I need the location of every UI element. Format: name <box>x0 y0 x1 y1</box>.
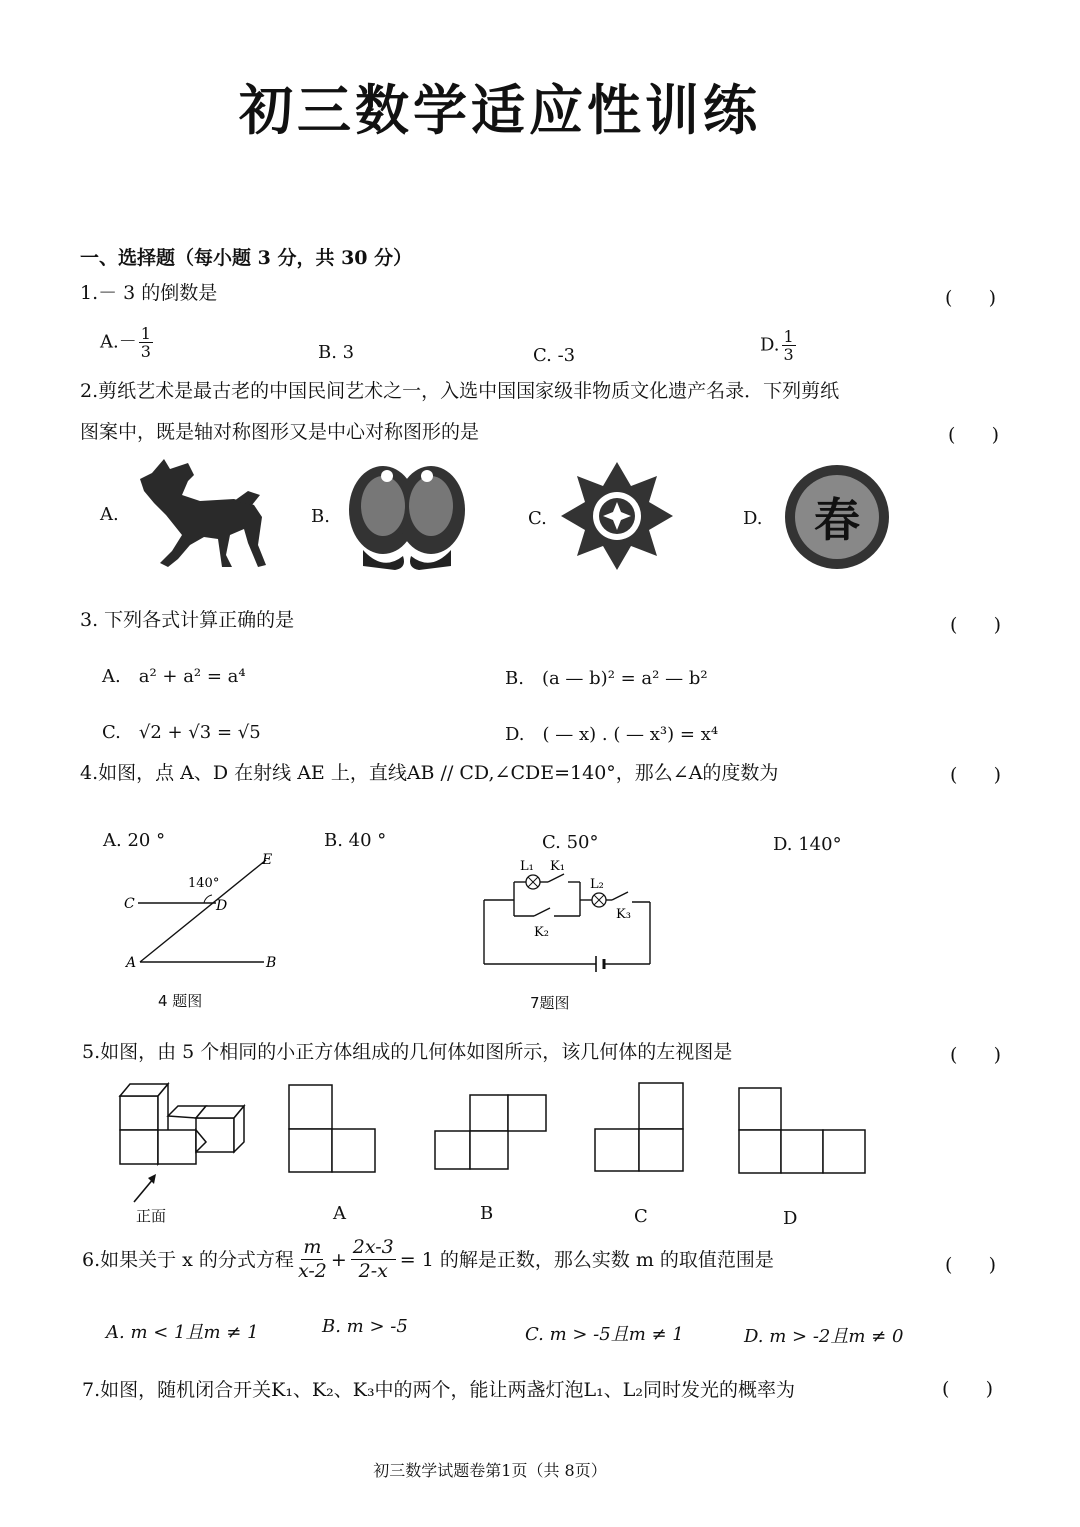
q1-option-d <box>760 328 798 363</box>
cube-solid-figure <box>114 1080 254 1210</box>
q6-frac1-num: m <box>303 1236 322 1258</box>
q2-option-c: C. <box>528 508 547 529</box>
q4-option-d: D. 140° <box>773 834 842 855</box>
q3-answer-paren: ( ) <box>950 614 1002 636</box>
q5-option-b: B <box>480 1203 494 1224</box>
q1-a-label: A.－ <box>100 331 137 353</box>
q5-option-c: C <box>634 1206 648 1227</box>
q3-stem: 3. 下列各式计算正确的是 <box>80 609 295 631</box>
q7-circuit-figure <box>478 852 658 972</box>
q5-view-c <box>592 1080 688 1176</box>
q6-frac2-den: 2-x <box>358 1260 388 1282</box>
fig4-point-d: D <box>216 898 228 914</box>
q4-option-c: C. 50° <box>542 832 599 853</box>
q6-option-b: B. m > -5 <box>322 1316 408 1337</box>
q1-option-a <box>100 325 155 360</box>
fig7-k3-label: K₃ <box>616 907 631 922</box>
fig4-angle-label: 140° <box>188 876 220 891</box>
q1-answer-paren: ( ) <box>945 287 997 309</box>
q6-frac1-den: x-2 <box>297 1260 327 1282</box>
q5-view-d <box>736 1085 870 1177</box>
fig7-l2-label: L₂ <box>590 877 604 892</box>
q1-a-den: 3 <box>140 342 151 361</box>
q4-option-b: B. 40 ° <box>324 830 387 851</box>
q2-option-d: D. <box>743 508 763 529</box>
q2-line2: 图案中，既是轴对称图形又是中心对称图形的是 <box>80 421 480 443</box>
q1-d-label: D. <box>760 334 780 356</box>
horse-papercut-image <box>130 455 270 573</box>
q6-frac2-num: 2x-3 <box>352 1236 394 1258</box>
q4-figure <box>118 852 288 977</box>
fig4-point-e: E <box>262 852 273 868</box>
q5-option-a: A <box>333 1203 346 1224</box>
page-footer: 初三数学试题卷第1页（共 8页） <box>373 1461 607 1480</box>
q3-option-a: A. a² + a² = a⁴ <box>102 666 246 687</box>
q5-view-a <box>286 1082 380 1176</box>
q6-pre: 6.如果关于 x 的分式方程 <box>82 1248 294 1271</box>
q6-answer-paren: ( ) <box>945 1254 997 1276</box>
fig7-l1-label: L₁ <box>520 859 534 874</box>
q1-a-num: 1 <box>140 324 151 343</box>
q7-answer-paren: ( ) <box>942 1378 994 1400</box>
fig4-point-b: B <box>266 955 277 971</box>
q1-d-den: 3 <box>783 345 794 364</box>
q3-option-d: D. ( — x) . ( — x³) = x⁴ <box>505 724 719 745</box>
q1-stem: 1.－ 3 的倒数是 <box>80 282 218 304</box>
q6-post: = 1 的解是正数，那么实数 m 的取值范围是 <box>399 1248 774 1271</box>
page-title: 初三数学适应性训练 <box>239 79 761 142</box>
q4-option-a: A. 20 ° <box>103 830 166 851</box>
q5-view-b <box>432 1092 552 1174</box>
spring-papercut-image <box>782 464 892 570</box>
front-view-label: 正面 <box>136 1207 167 1225</box>
q2-option-b: B. <box>311 506 330 527</box>
q6-option-d: D. m > -2且m ≠ 0 <box>744 1326 904 1347</box>
q6-option-c: C. m > -5且m ≠ 1 <box>525 1324 684 1345</box>
q1-option-c: C. -3 <box>533 345 576 366</box>
q4-stem: 4.如图，点 A、D 在射线 AE 上，直线AB // CD,∠CDE=140°，那么∠A的度数为 <box>80 762 779 784</box>
fig4-point-c: C <box>124 896 135 912</box>
q3-option-b: B. (a — b)² = a² — b² <box>505 668 708 689</box>
fish-papercut-image <box>343 458 471 572</box>
fig7-k1-label: K₁ <box>550 859 565 874</box>
flower-papercut-image <box>558 460 676 572</box>
q1-d-num: 1 <box>783 327 794 346</box>
section-heading: 一、选择题（每小题 3 分，共 30 分） <box>80 247 413 269</box>
q2-answer-paren: ( ) <box>948 424 1000 446</box>
q2-line1: 2.剪纸艺术是最古老的中国民间艺术之一，入选中国国家级非物质文化遗产名录．下列剪纸 <box>80 380 840 402</box>
fig4-caption: 4 题图 <box>158 992 203 1010</box>
q2-option-a: A. <box>100 504 119 525</box>
q4-answer-paren: ( ) <box>950 764 1002 786</box>
q5-answer-paren: ( ) <box>950 1044 1002 1066</box>
q6-stem <box>82 1236 774 1283</box>
q1-option-b: B. 3 <box>318 342 355 363</box>
spring-character: 春 <box>814 493 860 547</box>
fig7-k2-label: K₂ <box>534 925 549 940</box>
fig4-point-a: A <box>126 955 137 971</box>
q7-stem: 7.如图，随机闭合开关K₁、K₂、K₃中的两个，能让两盏灯泡L₁、L₂同时发光的概率为 <box>82 1379 796 1401</box>
fig7-caption: 7题图 <box>530 994 570 1012</box>
q5-option-d: D <box>783 1208 798 1229</box>
q6-option-a: A. m < 1且m ≠ 1 <box>106 1322 259 1343</box>
q6-plus: + <box>330 1248 347 1271</box>
q3-option-c: C. √2 + √3 = √5 <box>102 722 261 743</box>
q5-stem: 5.如图，由 5 个相同的小正方体组成的几何体如图所示，该几何体的左视图是 <box>82 1041 733 1063</box>
